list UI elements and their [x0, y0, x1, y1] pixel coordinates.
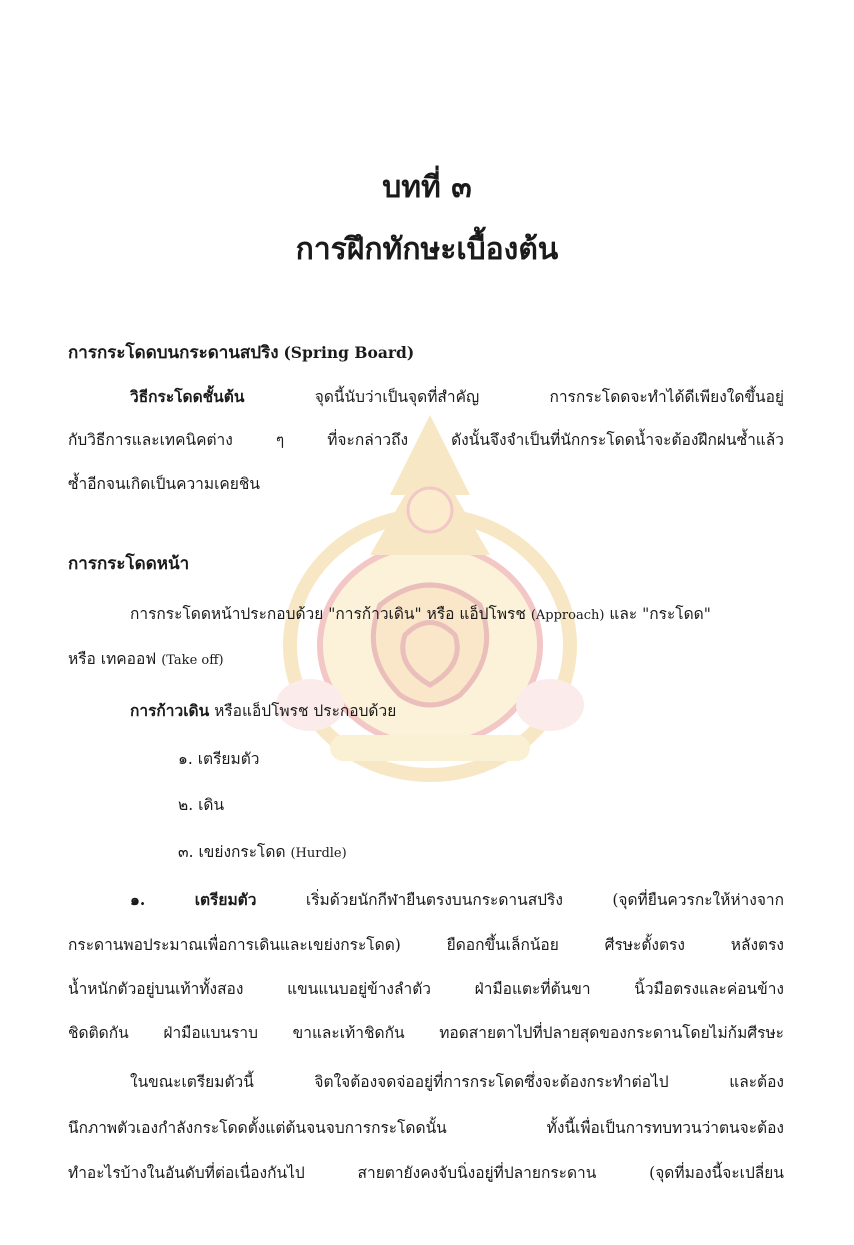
english-term: (Approach) [530, 608, 605, 623]
list-item-text: เดิน [198, 796, 225, 814]
paragraph-text: และ "กระโดด" [609, 605, 711, 623]
paragraph-text: เริ่มด้วยนักกีฬายืนตรงบนกระดานสปริง (จุดที่ยืนควรกะให้ห่างจาก [305, 891, 784, 909]
list-item-number: ๒. [178, 796, 194, 814]
paragraph-line: ซ้ำอีกจนเกิดเป็นความเคยชิน [68, 475, 260, 493]
paragraph-line: กับวิธีการและเทคนิคต่าง ๆ ที่จะกล่าวถึง ดังนั้นจึงจำเป็นที่นักกระโดดน้ำจะต้องฝึกฝนซ้ำแล้ว [68, 431, 784, 449]
section-heading-front-dive: การกระโดดหน้า [68, 554, 190, 574]
english-term: (Take off) [161, 653, 224, 668]
paragraph-lead: วิธีกระโดดชั้นต้น [130, 387, 245, 406]
paragraph-line: ทำอะไรบ้างในอันดับที่ต่อเนื่องกันไป สายตายังคงจับนิ่งอยู่ที่ปลายกระดาน (จุดที่มองนี้จะเปลี่ยน [68, 1164, 784, 1182]
paragraph-line [130, 386, 784, 408]
list-item [178, 841, 778, 865]
list-item-text: เตรียมตัว [197, 750, 260, 768]
institution-emblem-watermark [270, 405, 590, 785]
list-item-number: ๑. [178, 750, 193, 768]
list-item [178, 748, 778, 770]
paragraph-line [68, 648, 784, 672]
paragraph-text: หรือ เทคออฟ [68, 650, 157, 668]
list-item [178, 794, 778, 816]
paragraph-line: น้ำหนักตัวอยู่บนเท้าทั้งสอง แขนแนบอยู่ข้างลำตัว ฝ่ามือแตะที่ต้นขา นิ้วมือตรงและค่อนข้าง [68, 980, 784, 998]
paragraph-text: การกระโดดหน้าประกอบด้วย "การก้าวเดิน" หรือ แอ็ปโพรช [130, 605, 526, 623]
paragraph-number: ๑. [130, 890, 146, 909]
section-heading-english: (Spring Board) [283, 343, 415, 362]
paragraph-lead: เตรียมตัว [194, 890, 257, 909]
chapter-number: บทที่ ๓ [382, 170, 472, 205]
chapter-title: การฝึกทักษะเบื้องต้น [295, 232, 559, 267]
chapter-heading [0, 168, 854, 270]
paragraph-text: จุดนี้นับว่าเป็นจุดที่สำคัญ การกระโดดจะทำได้ดีเพียงใดขึ้นอยู่ [314, 388, 784, 406]
section-heading-springboard [68, 342, 784, 364]
english-term: (Hurdle) [290, 846, 347, 861]
paragraph-line [130, 889, 784, 911]
subheading-line [130, 700, 784, 722]
paragraph-line: ชิดติดกัน ฝ่ามือแบนราบ ขาและเท้าชิดกัน ทอดสายตาไปที่ปลายสุดของกระดานโดยไม่ก้มศีรษะ [68, 1024, 784, 1042]
paragraph-line: นึกภาพตัวเองกำลังกระโดดตั้งแต่ต้นจนจบการกระโดดนั้น ทั้งนี้เพื่อเป็นการทบทวนว่าตนจะต้อง [68, 1119, 784, 1137]
subheading-lead: การก้าวเดิน [130, 701, 210, 720]
paragraph-line: กระดานพอประมาณเพื่อการเดินและเขย่งกระโดด) ยืดอกขึ้นเล็กน้อย ศีรษะตั้งตรง หลังตรง [68, 936, 784, 954]
list-item-text: เขย่งกระโดด [198, 843, 286, 861]
subheading-text: หรือแอ็ปโพรช ประกอบด้วย [214, 702, 397, 720]
list-item-number: ๓. [178, 843, 194, 861]
section-heading-text: การกระโดดบนกระดานสปริง [68, 343, 279, 363]
paragraph-line: ในขณะเตรียมตัวนี้ จิตใจต้องจดจ่ออยู่ที่การกระโดดซึ่งจะต้องกระทำต่อไป และต้อง [130, 1073, 784, 1091]
paragraph-line [130, 603, 784, 627]
